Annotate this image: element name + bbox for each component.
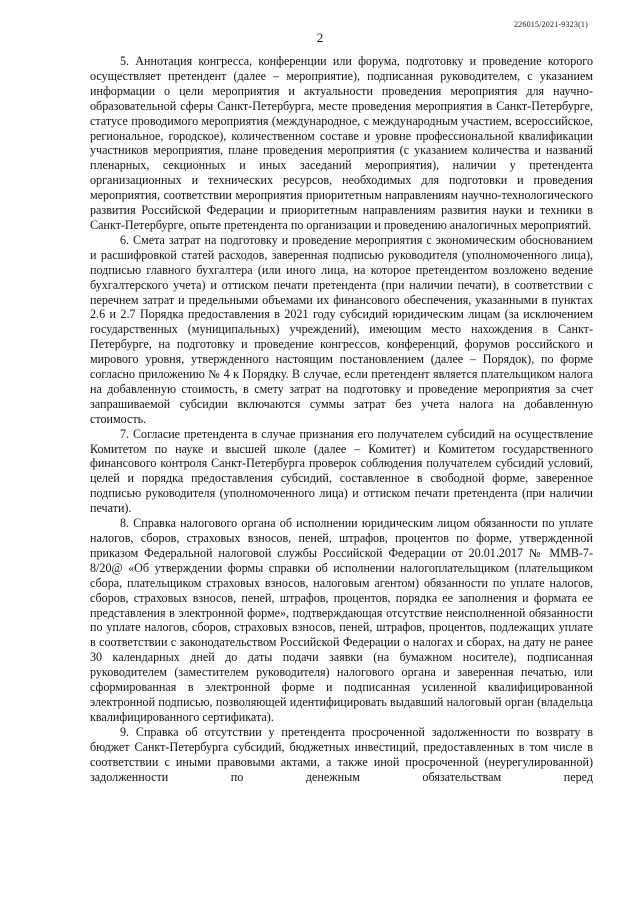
paragraph-7: 7. Согласие претендента в случае признания его получателем субсидий на осуществление Комитетом по науке и высшей школе (далее – Комитет) и Комитетом государственного финансового контроля Санкт-Петербурга проверок соблюдения получателем субсидий условий, целей и порядка предоставления субсидий, составленное в свободной форме, заверенное подписью руководителя (уполномоченного лица) и оттиском печати претендента (при наличии печати). xyxy=(90,426,593,516)
document-body xyxy=(90,54,593,784)
paragraph-9: 9. Справка об отсутствии у претендента просроченной задолженности по возврату в бюджет Санкт-Петербурга субсидий, бюджетных инвестиций, предоставленных в том числе в соответствии с иными правовыми актами, а также иной просроченной (неурегулированной) задолженности по денежным обязательствам перед xyxy=(90,724,593,784)
paragraph-6: 6. Смета затрат на подготовку и проведение мероприятия с экономическим обоснованием и расшифровкой статей расходов, заверенная подписью руководителя (уполномоченного лица), подписью главного бухгалтера (или иного лица, на которое претендентом возложено ведение бухгалтерского учета) и оттиском печати претендента (при наличии печати), в соответствии с перечнем затрат и предельными объемами их финансового обеспечения, указанными в пунктах 2.6 и 2.7 Порядка предоставления в 2021 году субсидий юридическим лицам (за исключением государственных (муниципальных) учреждений), имеющим место нахождения в Санкт-Петербурге, на подготовку и проведение конгрессов, конференций, форумов российского и мирового уровня, утвержденного настоящим постановлением (далее – Порядок), по форме согласно приложению № 4 к Порядку. В случае, если претендент является плательщиком налога на добавленную стоимость, в смету затрат на подготовку и проведение мероприятия за счет запрашиваемой субсидии включаются суммы затрат без учета налога на добавленную стоимость. xyxy=(90,232,593,426)
document-code: 226015/2021-9323(1) xyxy=(513,20,588,29)
paragraph-5: 5. Аннотация конгресса, конференции или форума, подготовку и проведение которого осуществляет претендент (далее – мероприятие), подписанная руководителем, с указанием информации о цели мероприятия и актуальности проведения мероприятия для научно-образовательной сферы Санкт-Петербурга, месте проведения мероприятия в Санкт-Петербурге, статусе проводимого мероприятия (международное, с международным участием, всероссийское, региональное, городское), количественном составе и уровне профессиональной квалификации участников мероприятия, плане проведения мероприятия (с указанием количества и названий пленарных, секционных и иных заседаний мероприятия), наличии у претендента организационных и технических ресурсов, необходимых для подготовки и проведения мероприятия, соответствии мероприятия приоритетным направлениям научно-технологического развития Российской Федерации и приоритетным направлениям развития науки и техники в Санкт-Петербурге, опыте претендента по организации и проведению аналогичных мероприятий. xyxy=(90,54,593,232)
paragraph-8: 8. Справка налогового органа об исполнении юридическим лицом обязанности по уплате налогов, сборов, страховых взносов, пеней, штрафов, процентов по форме, утвержденной приказом Федеральной налоговой службы Российской Федерации от 20.01.2017 № ММВ-7-8/20@ «Об утверждении формы справки об исполнении налогоплательщиком (плательщиком сбора, плательщиком страховых взносов, налоговым агентом) обязанности по уплате налогов, сборов, страховых взносов, пеней, штрафов, процентов, порядка ее заполнения и формата ее представления в электронной форме», подтверждающая отсутствие неисполненной обязанности по уплате налогов, сборов, страховых взносов, пеней, штрафов, процентов, подлежащих уплате в соответствии с законодательством Российской Федерации о налогах и сборах, на дату не ранее 30 календарных дней до даты подачи заявки (на бумажном носителе), подписанная руководителем (заместителем руководителя) налогового органа и заверенная печатью, или сформированная в электронной форме и подписанная усиленной квалифицированной электронной подписью, позволяющей идентифицировать выдавший налоговый орган (владельца квалифицированного сертификата). xyxy=(90,516,593,724)
page-number: 2 xyxy=(316,30,324,45)
